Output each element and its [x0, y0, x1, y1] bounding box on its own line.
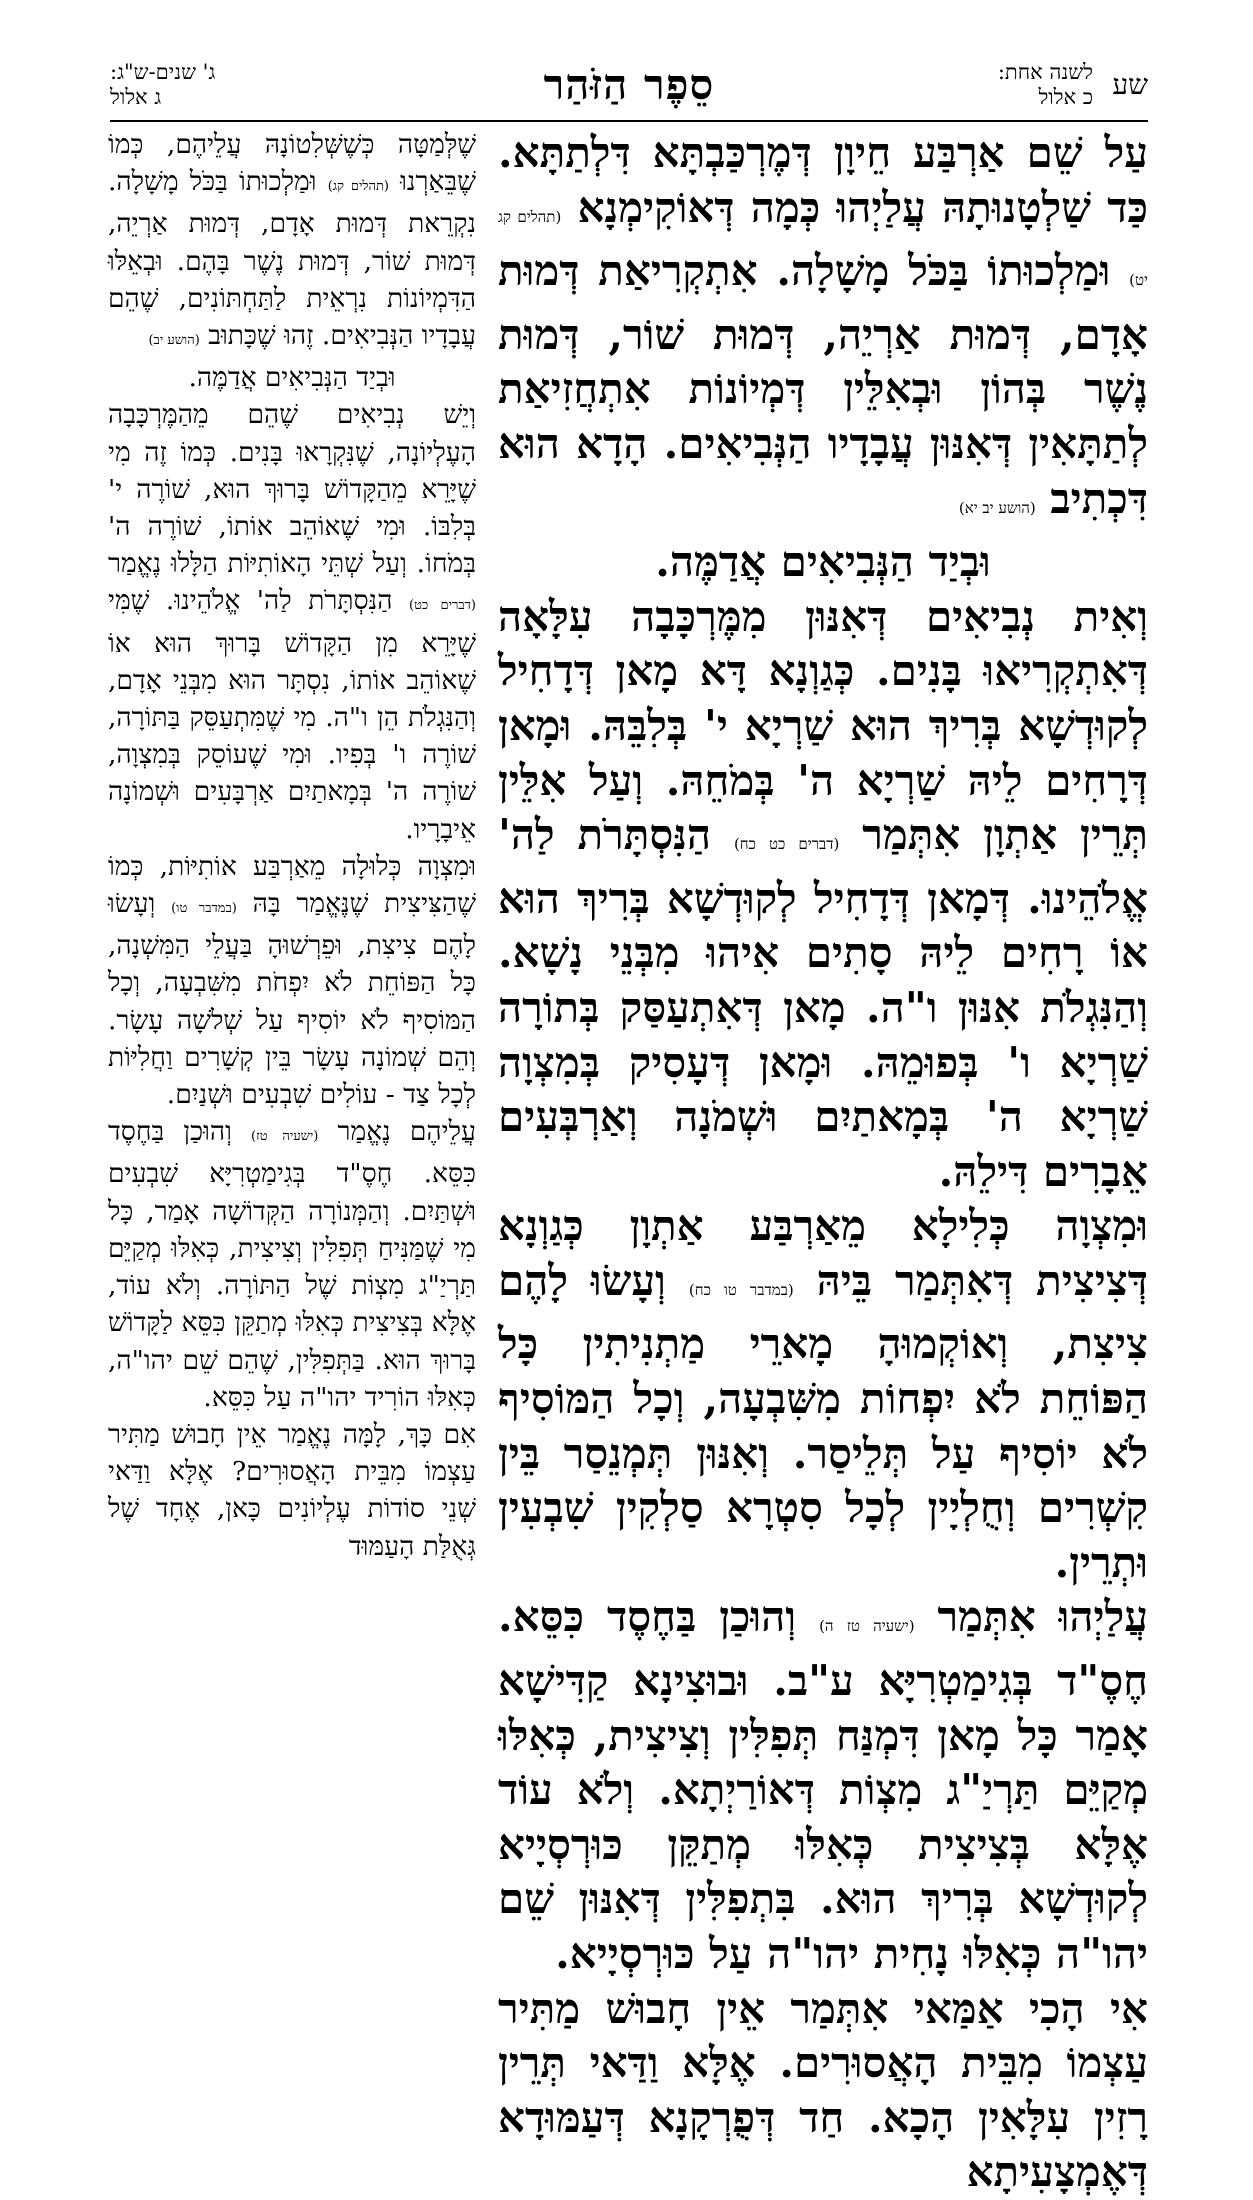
- translation-text-segment: וְהוּכַן בַּחֶסֶד כִּסֵּא. חֶסֶ"ד בְּגִימַטְרִיָּא שִׁבְעִים וּשְׁתַּיִם. וְהַמְּנוֹרָה הַקְּדוֹשָׁה אָמַר, כָּל מִי שֶׁמַּנִּיחַ תְּפִלִּין וְצִיצִית, כְּאִלּוּ מְקַיֵּם תַּרְיַ"ג מִצְוֹת שֶׁל הַתּוֹרָה. וְלֹא עוֹד, אֶלָּא בְּצִיצִית כְּאִלּוּ מְתַקֵּן כִּסֵּא לַקָּדוֹשׁ בָּרוּךְ הוּא. בַּתְּפִלִּין, שֶׁהֵם שֵׁם יהו"ה, כְּאִלּוּ הוֹרִיד יהו"ה עַל כִּסֵּא.: [108, 1116, 476, 1413]
- translation-text-segment: וְעָשׂוּ לָהֶם צִיצִת, וּפֵרְשׁוּהָ בַּעֲלֵי הַמִּשְׁנָה, כָּל הַפּוֹחֵת לֹא יִפְחֹת מִשִּׁבְעָה, וְכָל הַמּוֹסִיף לֹא יוֹסִיף עַל שְׁלֹשָׁה עָשָׂר. וְהֵם שְׁמוֹנָה עָשָׂר בֵּין קְשָׁרִים וַחֲלִיּוֹת לְכָל צַד - עוֹלִים שִׁבְעִים וּשְׁנַיִם.: [108, 888, 476, 1111]
- main-text-segment: וּמַלְכוּתוֹ בַּכֹּל מָשָׁלָה. אִתְקְרִיאַת דְּמוּת אָדָם, דְּמוּת אַרְיֵה, דְּמוּת שׁוֹר, דְּמוּת נֶשֶׁר בְּהוֹן וּבְאִלֵּין דְּמְיוֹנוֹת אִתְחֲזִיאַת לְתַתָּאִין דְּאִנּוּן עֲבָדָיו הַנְּבִיאִים. הָדָא הוּא דִּכְתִיב: [498, 246, 1148, 523]
- main-paragraph: [498, 126, 1148, 535]
- translation-text-segment: עֲלֵיהֶם נֶאֱמַר: [337, 1116, 476, 1148]
- main-text-segment: אִי הָכִי אַמַּאי אִתְּמַר אֵין חָבוּשׁ מַתִּיר עַצְמוֹ מִבֵּית הָאֲסוּרִים. אֶלָּא וַדַּאי תְּרֵין רָזִין עִלָּאִין הָכָא. חַד דְּפֻרְקָנָא דְּעַמּוּדָא דְּאֶמְצָעִיתָא: [498, 1983, 1148, 2197]
- verse-reference: (תהלים קג): [327, 179, 389, 195]
- translation-paragraph: [108, 1416, 476, 1565]
- daily-one-year-title: לשנה אחת:: [997, 60, 1093, 84]
- page-header: [110, 58, 1148, 120]
- translation-paragraph: [108, 396, 476, 847]
- main-text-segment: עֲלַיְהוּ אִתְּמַר: [937, 1592, 1148, 1642]
- verse-reference: (הושע יב): [148, 333, 200, 349]
- main-paragraph: [498, 1590, 1148, 1981]
- verse-reference: (במדבר טו): [171, 901, 237, 917]
- verse-reference: (במדבר טו כח): [688, 1280, 794, 1299]
- main-text-segment: וְעָשׂוּ לָהֶם צִיצִת, וְאוֹקְמוּהָ מָארֵי מַתְנִיתִין כָּל הַפּוֹחֵת לֹא יִפְחוֹת מִשִּׁבְעָה, וְכָל הַמּוֹסִיף לֹא יוֹסִיף עַל תְּלֵיסַר. וְאִנּוּן תְּמְנֵסַר בֵּין קִשְׁרִים וְחֻלְיָין לְכָל סִטְרָא סַלְקִין שִׁבְעִין וּתְרֵין.: [498, 1255, 1148, 1587]
- book-title: סֵפֶר הַזֹּהַר: [543, 60, 715, 109]
- main-text-segment: הַנִּסְתָּרֹת לַה' אֱלֹהֵינוּ. דְּמָאן דְּדָחִיל לְקוּדְשָׁא בְּרִיךְ הוּא אוֹ רָחִים לֵיהּ סָתִים אִיהוּ מִבְּנֵי נָשָׁא. וְהַנִּגְלֹת אִנּוּן ו"ה. מָאן דְּאִתְעַסַּק בְּתוֹרָה שַׁרְיָא ו' בְּפוּמֵהּ. וּמָאן דְּעָסִיק בְּמִצְוָה שַׁרְיָא ה' בְּמָאתַיִם וּשְׁמֹנָה וְאַרְבְּעִים אֵבָרִים דִּילֵהּ.: [498, 810, 1148, 1196]
- page-number: שע: [1112, 68, 1148, 101]
- main-paragraph: [498, 1199, 1148, 1590]
- translation-paragraph-end: וּבְיַד הַנְּבִיאִים אֲדַמֶּה.: [188, 362, 396, 394]
- translation-text-segment: אִם כָּךְ, לָמָּה נֶאֱמַר אֵין חָבוּשׁ מַתִּיר עַצְמוֹ מִבֵּית הָאֲסוּרִים? אֶלָּא וַדַּאי שְׁנֵי סוֹדוֹת עֶלְיוֹנִים כָּאן, אֶחָד שֶׁל גְּאֻלַּת הָעַמּוּד: [108, 1418, 476, 1562]
- verse-reference: (דברים כט): [409, 598, 476, 614]
- header-divider: [110, 120, 1148, 122]
- daily-three-years-label: [110, 60, 215, 110]
- verse-reference: (תהלים קג יט): [498, 207, 1149, 290]
- translation-paragraph: [108, 126, 476, 359]
- verse-reference: (הושע יב יא): [958, 498, 1036, 517]
- aramaic-text-column: [498, 126, 1149, 2197]
- main-text-segment: שַׁלְטָנוּתָהּ עֲלַיְהוּ כְּמָה דְּאוֹקִימְנָא: [577, 182, 1092, 232]
- main-text-segment: וְאִית נְבִיאִים דְּאִנּוּן מִמֶּרְכָּבָה עִלָּאָה דְּאִתְקְרִיאוּ בָּנִים. כְּגַוְנָא דָּא מָאן דְּדָחִיל לְקוּדְשָׁא בְּרִיךְ הוּא שַׁרְיָא י' בְּלִבֵּהּ. וּמָאן דְּרָחִים לֵיהּ שַׁרְיָא ה' בְּמֹחֵהּ. וְעַל אִלֵּין תְּרֵין אַתְוָן אִתְּמַר: [498, 591, 1149, 860]
- verse-reference: (ישעיה טז): [251, 1129, 319, 1145]
- verse-reference: (דברים כט כח): [733, 835, 840, 854]
- main-paragraph: [498, 1982, 1148, 2200]
- main-text-segment: וְהוּכַן בַּחֶסֶד כִּסֵּא. חֶסֶ"ד בְּגִימַטְרִיָּא ע"ב. וּבוּצִינָא קַדִּישָׁא אָמַר כָּל מָאן דִּמְנַּח תְּפִלִּין וְצִיצִית, כְּאִלּוּ מְקַיֵּם תַּרְיַ"ג מִצְוֹת דְּאוֹרַיְתָא. וְלֹא עוֹד אֶלָּא בְּצִיצִית כְּאִלּוּ מְתַקֵּן כּוּרְסְיָיא לְקוּדְשָׁא בְּרִיךְ הוּא. בִּתְפִלִּין דְּאִנּוּן שֵׁם יהו"ה כְּאִלּוּ נָחִית יהו"ה עַל כּוּרְסְיָיא.: [498, 1592, 1148, 1978]
- verse-reference: (ישעיה טז ה): [819, 1617, 915, 1636]
- main-paragraph-end: וּבְיַד הַנְּבִיאִים אֲדַמֶּה.: [655, 537, 991, 587]
- hebrew-translation-column: [108, 126, 476, 1866]
- translation-text-segment: וּמַלְכוּתוֹ בַּכֹּל מָשָׁלָה. נִקְרֵאת דְּמוּת אָדָם, דְּמוּת אַרְיֵה, דְּמוּת שׁוֹר, דְּמוּת נֶשֶׁר בָּהֶם. וּבְאֵלּוּ הַדִּמְיוֹנוֹת נִרְאֵית לַתַּחְתּוֹנִים, שֶׁהֵם עֲבָדָיו הַנְּבִיאִים. זֶהוּ שֶׁכָּתוּב: [108, 166, 476, 352]
- daily-one-year-date: כ אלול: [1038, 85, 1093, 109]
- translation-paragraph: [108, 1113, 476, 1416]
- translation-text-segment: שֶׁלְּמַטָּה כְּשֶׁשְּׁלִטוֹנָהּ עֲלֵיהֶם, כְּמוֹ שֶׁבֵּאַרְנוּ: [108, 129, 476, 198]
- main-paragraph: [498, 590, 1148, 1200]
- translation-text-segment: וּמִצְוָה כְּלוּלָה מֵאַרְבַּע אוֹתִיּוֹת, כְּמוֹ שֶׁהַצִּיצִית שֶׁנֶּאֱמַר בָּהּ: [108, 850, 476, 920]
- translation-paragraph: [108, 848, 476, 1113]
- daily-three-years-date: ג אלול: [110, 85, 162, 109]
- main-text-segment: וּמִצְוָה כְּלִילָא מֵאַרְבַּע אַתְוָן כְּגַוְנָא דְּצִיצִית דְּאִתְּמַר בֵּיהּ: [498, 1201, 1149, 1305]
- daily-three-years-title: ג' שנים-ש"ג:: [110, 60, 216, 84]
- translation-text-segment: וְיֵשׁ נְבִיאִים שֶׁהֵם מֵהַמֶּרְכָּבָה הָעֶלְיוֹנָה, שֶׁנִּקְרָאוּ בָּנִים. כְּמוֹ זֶה מִי שֶׁיָּרֵא מֵהַקָּדוֹשׁ בָּרוּךְ הוּא, שׁוֹרֶה י' בְּלִבּוֹ. וּמִי שֶׁאוֹהֵב אוֹתוֹ, שׁוֹרֶה ה' בְּמֹחוֹ. וְעַל שְׁתֵּי הָאוֹתִיּוֹת הַלָּלוּ נֶאֱמַר: [108, 399, 476, 580]
- main-text-segment: עַל שֵׁם אַרְבַּע חֵיוָן דְּמֶרְכַּבְתָּא דִּלְתַתָּא. כַּד: [498, 128, 1149, 232]
- translation-text-segment: הַנִּסְתָּרֹת לַה' אֱלֹהֵינוּ. שֶׁמִּי שֶׁיָּרֵא מִן הַקָּדוֹשׁ בָּרוּךְ הוּא אוֹ שֶׁאוֹהֵב אוֹתוֹ, נִסְתָּר הוּא מִבְּנֵי אָדָם, וְהַנִּגְלֹת הֵן ו"ה. מִי שֶׁמִּתְעַסֵּק בַּתּוֹרָה, שׁוֹרֶה ו' בְּפִיו. וּמִי שֶׁעוֹסֵק בְּמִצְוָה, שׁוֹרֶה ה' בְּמָאתַיִם אַרְבָּעִים וּשְׁמוֹנָה אֵיבָרָיו.: [108, 585, 476, 845]
